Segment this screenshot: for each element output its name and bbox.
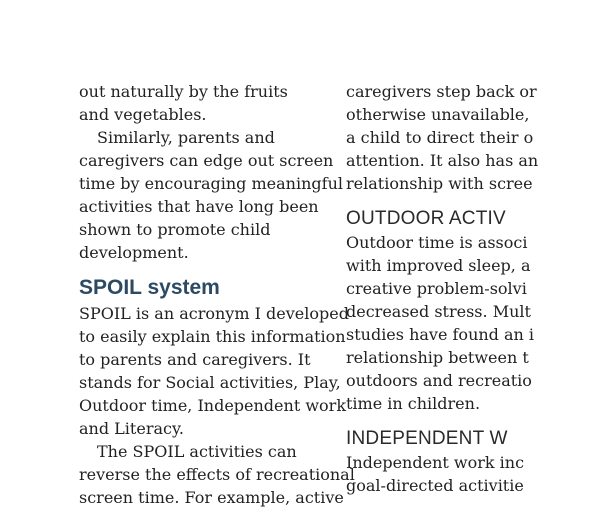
section-heading-independent: INDEPENDENT W (346, 428, 508, 449)
right-column (346, 80, 606, 497)
body-line: caregivers can edge out screen (79, 151, 334, 170)
body-line: attention. It also has an (346, 151, 539, 170)
body-line: with improved sleep, a (346, 256, 531, 275)
body-line: to easily explain this information (79, 327, 346, 346)
body-line: otherwise unavailable, (346, 105, 530, 124)
body-line: Independent work inc (346, 453, 525, 472)
body-line: and Literacy. (79, 419, 184, 438)
body-line: Outdoor time is associ (346, 233, 528, 252)
body-line: relationship between t (346, 348, 529, 367)
body-line: creative problem-solvi (346, 279, 527, 298)
body-line: goal-directed activitie (346, 476, 524, 495)
section-heading-outdoor: OUTDOOR ACTIV (346, 208, 506, 229)
body-line: SPOIL is an acronym I developed (79, 304, 349, 323)
body-line: to parents and caregivers. It (79, 350, 311, 369)
body-line: Outdoor time, Independent work (79, 396, 347, 415)
body-line: stands for Social activities, Play, (79, 373, 341, 392)
left-column (79, 80, 355, 509)
body-line: out naturally by the fruits (79, 82, 288, 101)
body-line: activities that have long been (79, 197, 319, 216)
body-line: screen time. For example, active (79, 488, 344, 507)
body-line: a child to direct their o (346, 128, 534, 147)
body-line: relationship with scree (346, 174, 533, 193)
body-line: time by encouraging meaningful (79, 174, 343, 193)
body-line: studies have found an i (346, 325, 535, 344)
body-line: Similarly, parents and (97, 128, 275, 147)
body-line: and vegetables. (79, 105, 207, 124)
body-line: outdoors and recreatio (346, 371, 532, 390)
body-line: caregivers step back or (346, 82, 537, 101)
section-heading-spoil-system: SPOIL system (79, 276, 220, 299)
body-line: reverse the effects of recreational (79, 465, 355, 484)
body-line: development. (79, 243, 189, 262)
body-line: shown to promote child (79, 220, 271, 239)
body-line: time in children. (346, 394, 481, 413)
body-line: The SPOIL activities can (97, 442, 297, 461)
body-line: decreased stress. Mult (346, 302, 531, 321)
